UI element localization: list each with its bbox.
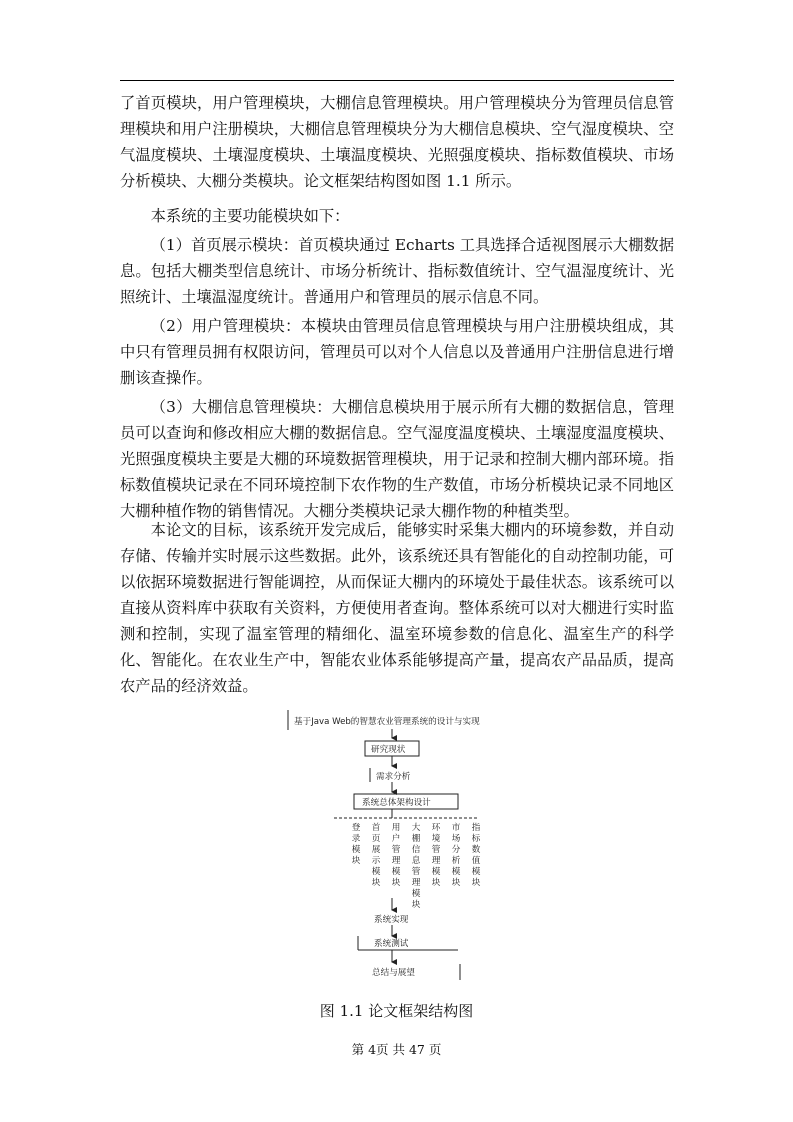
module-3: 用户管理模块: [391, 823, 401, 888]
body-paragraph-2: 本系统的主要功能模块如下：: [150, 207, 350, 225]
header-rule: [120, 80, 674, 81]
step-testing: 系统测试: [374, 939, 409, 949]
body-paragraph-5: （3）大棚信息管理模块：大棚信息模块用于展示所有大棚的数据信息，管理员可以查询和修改相应大棚的数据信息。空气湿度温度模块、土壤湿度温度模块、光照强度模块主要是大棚的环境数据管理模块，用于记录和控制大棚内部环境。指标数值模块记录在不同环境控制下农作物的生产数值，市场分析模块记录不同地区大棚种植作物的销售情况。大棚分类模块记录大棚作物的种植类型。: [120, 398, 674, 520]
module-7: 指标数值模块: [471, 823, 481, 888]
module-1: 登录模块: [351, 823, 361, 866]
step-architecture: 系统总体架构设计: [362, 798, 431, 808]
module-6: 市场分析模块: [451, 823, 461, 888]
step-requirements: 需求分析: [376, 772, 411, 782]
module-columns: [352, 821, 481, 910]
framework-figure: [282, 700, 502, 985]
figure-caption: 图 1.1 论文框架结构图: [319, 1002, 474, 1020]
module-5: 环境管理模块: [431, 823, 441, 888]
module-2: 首页展示模块: [371, 823, 381, 888]
body-paragraph-4: （2）用户管理模块：本模块由管理员信息管理模块与用户注册模块组成，其中只有管理员拥有权限访问，管理员可以对个人信息以及普通用户注册信息进行增删该查操作。: [120, 317, 674, 387]
step-implementation: 系统实现: [374, 915, 409, 925]
body-paragraph-6: 本论文的目标，该系统开发完成后，能够实时采集大棚内的环境参数，并自动存储、传输并实时展示这些数据。此外，该系统还具有智能化的自动控制功能，可以依据环境数据进行智能调控，从而保证大棚内的环境处于最佳状态。该系统可以直接从资料库中获取有关资料，方便使用者查询。整体系统可以对大棚进行实时监测和控制，实现了温室管理的精细化、温室环境参数的信息化、温室生产的科学化、智能化。在农业生产中，智能农业体系能够提高产量，提高农产品品质，提高农产品的经济效益。: [120, 521, 674, 695]
step-summary: 总结与展望: [372, 968, 415, 978]
body-paragraph-3: （1）首页展示模块：首页模块通过 Echarts 工具选择合适视图展示大棚数据息。包括大棚类型信息统计、市场分析统计、指标数值统计、空气温湿度统计、光照统计、土壤温湿度统计。普通用户和管理员的展示信息不同。: [120, 236, 674, 306]
page-footer: 第 4页 共 47 页: [351, 1042, 442, 1057]
body-paragraph-1: 了首页模块，用户管理模块，大棚信息管理模块。用户管理模块分为管理员信息管理模块和用户注册模块，大棚信息管理模块分为大棚信息模块、空气湿度模块、空气温度模块、土壤湿度模块、土壤温度模块、光照强度模块、指标数值模块、市场分析模块、大棚分类模块。论文框架结构图如图 1.1 所示。: [120, 94, 674, 190]
figure-title: 基于Java Web的智慧农业管理系统的设计与实现: [294, 717, 480, 727]
step-research-status: 研究现状: [371, 745, 406, 755]
module-4: 大棚信息管理模块: [411, 823, 421, 910]
